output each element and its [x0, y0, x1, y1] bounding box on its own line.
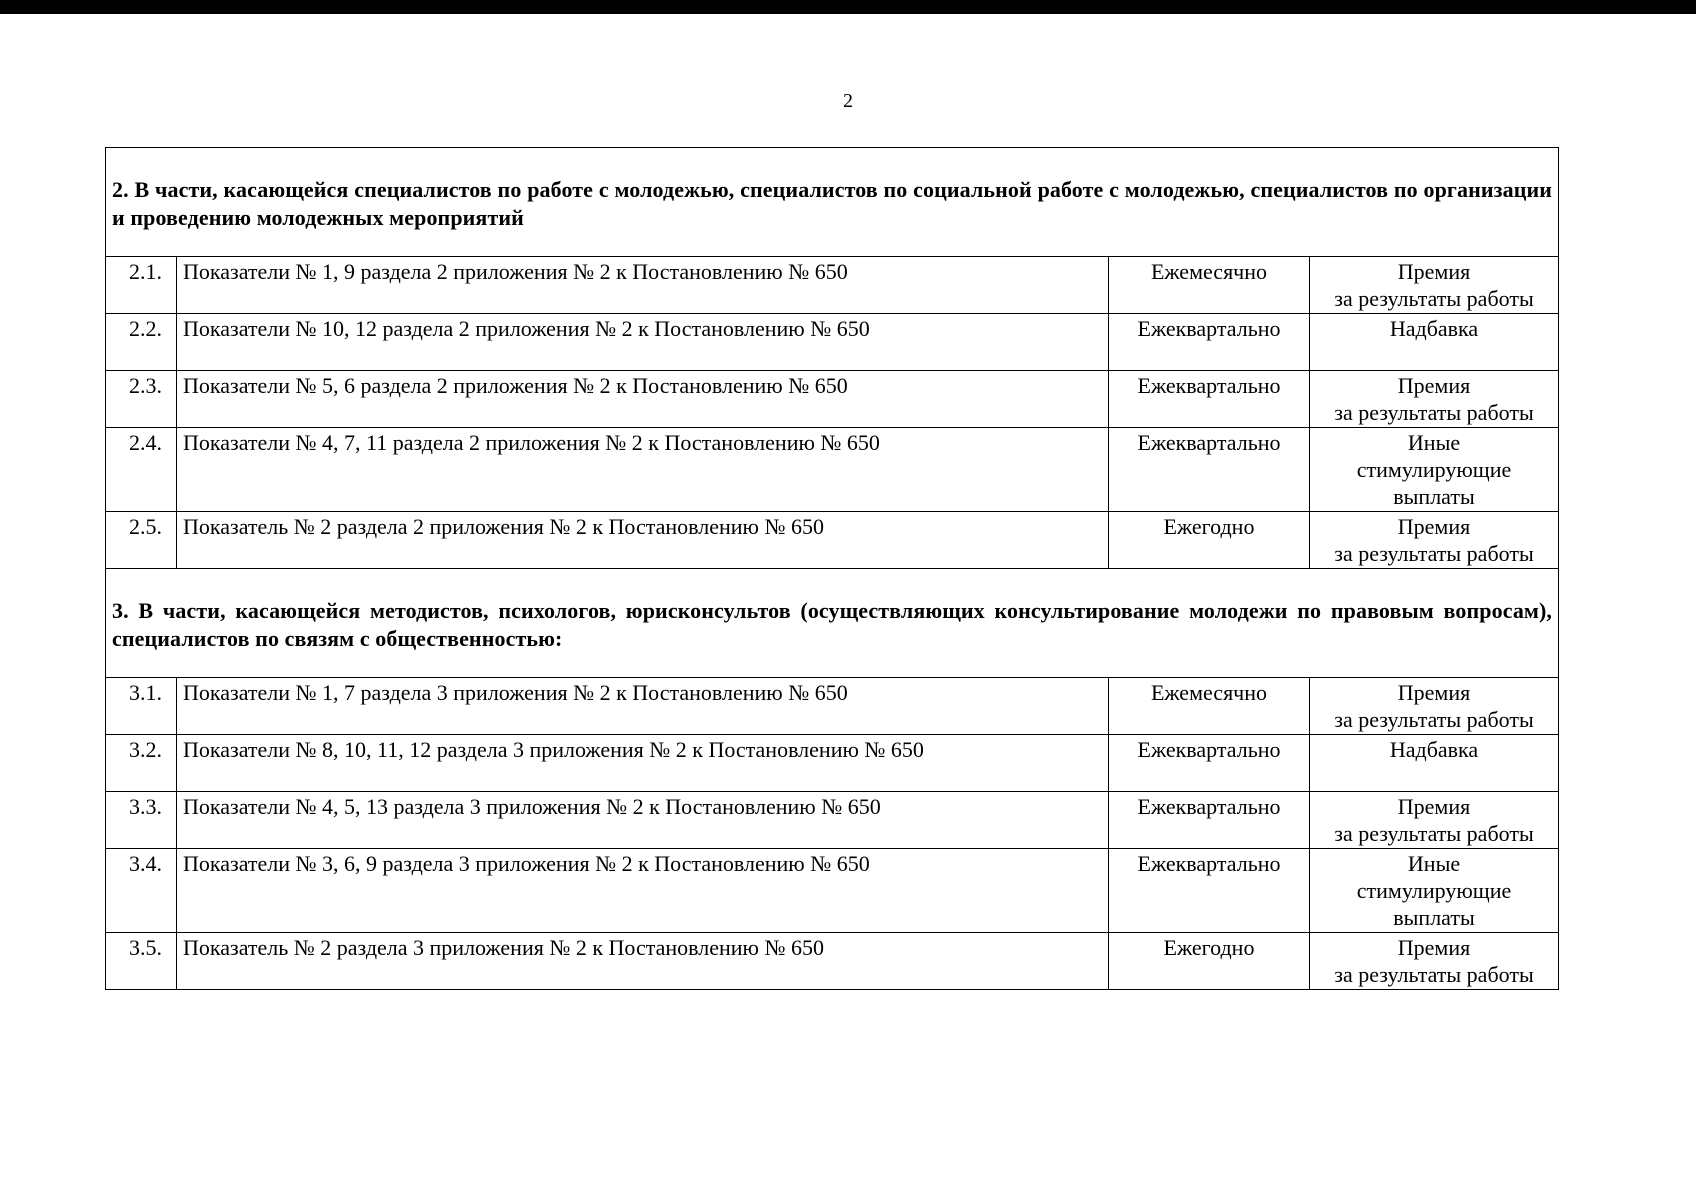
section-header-row: [106, 148, 1559, 257]
payment-line: Премия: [1397, 514, 1471, 539]
payment-line: Премия: [1397, 794, 1471, 819]
item-payment-type: [1310, 314, 1559, 371]
item-number: 3.2.: [106, 735, 177, 792]
payment-line: за результаты работы: [1334, 286, 1534, 311]
section-title: 2. В части, касающейся специалистов по работе с молодежью, специалистов по социальной работе с молодежью, специалистов по организации и проведению молодежных мероприятий: [106, 148, 1559, 257]
payment-line: Иные: [1407, 430, 1461, 455]
table-row: [106, 512, 1559, 569]
table-row: [106, 678, 1559, 735]
indicators-table: [105, 147, 1559, 990]
item-period: Ежеквартально: [1109, 371, 1310, 428]
page-number: 2: [843, 90, 853, 112]
item-period: Ежеквартально: [1109, 792, 1310, 849]
item-indicators: Показатели № 5, 6 раздела 2 приложения № 2 к Постановлению № 650: [177, 371, 1109, 428]
payment-line: Премия: [1397, 935, 1471, 960]
item-indicators: Показатели № 3, 6, 9 раздела 3 приложения № 2 к Постановлению № 650: [177, 849, 1109, 933]
item-payment-type: [1310, 933, 1559, 990]
section-header-row: [106, 569, 1559, 678]
payment-line: за результаты работы: [1334, 400, 1534, 425]
item-period: Ежеквартально: [1109, 849, 1310, 933]
payment-line: стимулирующие: [1356, 457, 1512, 482]
payment-line: выплаты: [1393, 484, 1475, 509]
payment-line: Премия: [1397, 373, 1471, 398]
table-row: [106, 849, 1559, 933]
item-period: Ежемесячно: [1109, 257, 1310, 314]
payment-line: за результаты работы: [1334, 707, 1534, 732]
payment-line: Иные: [1407, 851, 1461, 876]
item-number: 2.2.: [106, 314, 177, 371]
item-payment-type: [1310, 512, 1559, 569]
item-number: 3.4.: [106, 849, 177, 933]
item-indicators: Показатели № 1, 7 раздела 3 приложения № 2 к Постановлению № 650: [177, 678, 1109, 735]
item-indicators: Показатели № 8, 10, 11, 12 раздела 3 приложения № 2 к Постановлению № 650: [177, 735, 1109, 792]
table-row: [106, 933, 1559, 990]
item-payment-type: [1310, 792, 1559, 849]
section-title: 3. В части, касающейся методистов, психологов, юрисконсультов (осуществляющих консультирование молодежи по правовым вопросам), специалистов по связям с общественностью:: [106, 569, 1559, 678]
item-number: 3.3.: [106, 792, 177, 849]
item-indicators: Показатели № 1, 9 раздела 2 приложения № 2 к Постановлению № 650: [177, 257, 1109, 314]
table-row: [106, 735, 1559, 792]
table-row: [106, 428, 1559, 512]
item-indicators: Показатели № 4, 5, 13 раздела 3 приложения № 2 к Постановлению № 650: [177, 792, 1109, 849]
payment-line: Надбавка: [1389, 737, 1479, 762]
payment-line: Надбавка: [1389, 316, 1479, 341]
payment-line: за результаты работы: [1334, 821, 1534, 846]
payment-line: Премия: [1397, 259, 1471, 284]
table-row: [106, 314, 1559, 371]
item-indicators: Показатели № 10, 12 раздела 2 приложения № 2 к Постановлению № 650: [177, 314, 1109, 371]
item-payment-type: [1310, 678, 1559, 735]
item-period: Ежеквартально: [1109, 314, 1310, 371]
table-row: [106, 257, 1559, 314]
payment-line: выплаты: [1393, 905, 1475, 930]
payment-line: за результаты работы: [1334, 541, 1534, 566]
item-period: Ежегодно: [1109, 933, 1310, 990]
item-number: 3.1.: [106, 678, 177, 735]
item-payment-type: [1310, 735, 1559, 792]
item-period: Ежегодно: [1109, 512, 1310, 569]
item-period: Ежемесячно: [1109, 678, 1310, 735]
item-number: 2.5.: [106, 512, 177, 569]
payment-line: стимулирующие: [1356, 878, 1512, 903]
item-number: 2.3.: [106, 371, 177, 428]
item-number: 2.4.: [106, 428, 177, 512]
payment-line: за результаты работы: [1334, 962, 1534, 987]
item-number: 2.1.: [106, 257, 177, 314]
item-payment-type: [1310, 428, 1559, 512]
item-payment-type: [1310, 849, 1559, 933]
item-indicators: Показатель № 2 раздела 3 приложения № 2 к Постановлению № 650: [177, 933, 1109, 990]
item-number: 3.5.: [106, 933, 177, 990]
item-indicators: Показатели № 4, 7, 11 раздела 2 приложения № 2 к Постановлению № 650: [177, 428, 1109, 512]
item-indicators: Показатель № 2 раздела 2 приложения № 2 к Постановлению № 650: [177, 512, 1109, 569]
table-row: [106, 371, 1559, 428]
indicators-table-body: [106, 148, 1559, 990]
item-payment-type: [1310, 257, 1559, 314]
item-period: Ежеквартально: [1109, 735, 1310, 792]
payment-line: Премия: [1397, 680, 1471, 705]
item-period: Ежеквартально: [1109, 428, 1310, 512]
item-payment-type: [1310, 371, 1559, 428]
table-row: [106, 792, 1559, 849]
scan-edge: [0, 0, 1696, 14]
